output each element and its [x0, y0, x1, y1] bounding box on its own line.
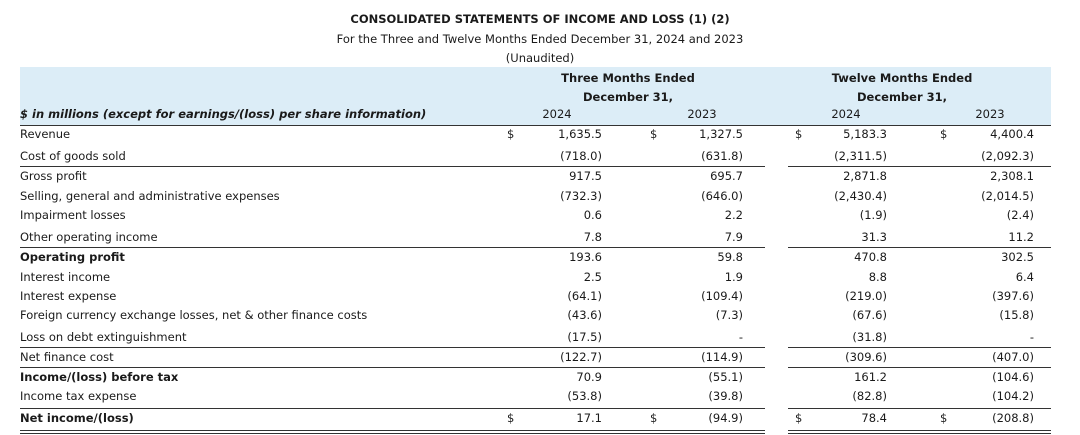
row-label: Gross profit: [20, 169, 87, 183]
cell-q4-2024: (53.8): [567, 389, 602, 403]
cell-q4-2023: 59.8: [717, 250, 743, 264]
cell-fy-2024: 2,871.8: [843, 169, 887, 183]
cell-q4-2023: (114.9): [701, 350, 743, 364]
cell-q4-2024: 2.5: [583, 270, 602, 284]
cell-fy-2024: (2,311.5): [834, 149, 887, 163]
table-rule: [788, 166, 1051, 167]
twelve-months-header-line2: December 31,: [856, 90, 948, 104]
cell-q4-2023: (94.9): [708, 411, 743, 425]
table-row-loss-on-debt-extinguishment: [0, 328, 1080, 348]
table-row-interest-expense: [0, 287, 1080, 307]
table-rule: [20, 247, 765, 248]
cell-q4-2024: 193.6: [569, 250, 602, 264]
cell-fy-2023: (104.6): [992, 370, 1034, 384]
statement-title: CONSOLIDATED STATEMENTS OF INCOME AND LOSS (1) (2): [350, 12, 730, 26]
currency-symbol-q4-2023: $: [650, 127, 658, 141]
cell-fy-2023: 302.5: [1001, 250, 1034, 264]
cell-fy-2024: 161.2: [854, 370, 887, 384]
label-column-header: $ in millions (except for earnings/(loss) per share information): [20, 107, 427, 121]
cell-q4-2024: (718.0): [560, 149, 602, 163]
row-label: Cost of goods sold: [20, 149, 126, 163]
table-row-interest-income: [0, 268, 1080, 288]
cell-fy-2023: (2,092.3): [981, 149, 1034, 163]
row-label: Revenue: [20, 127, 71, 141]
currency-symbol-fy-2023: $: [940, 411, 948, 425]
table-row-foreign-currency-exchange-losses-net-other-finance-costs: [0, 306, 1080, 326]
cell-q4-2024: (122.7): [560, 350, 602, 364]
cell-fy-2023: 6.4: [1015, 270, 1034, 284]
row-label: Other operating income: [20, 230, 158, 244]
cell-q4-2023: 695.7: [710, 169, 743, 183]
table-rule: [20, 367, 765, 368]
cell-q4-2023: (631.8): [701, 149, 743, 163]
cell-fy-2024: (309.6): [845, 350, 887, 364]
cell-fy-2024: 5,183.3: [843, 127, 887, 141]
table-row-net-finance-cost: [0, 348, 1080, 368]
cell-fy-2023: 4,400.4: [990, 127, 1034, 141]
table-row-cost-of-goods-sold: [0, 147, 1080, 167]
row-label: Loss on debt extinguishment: [20, 330, 187, 344]
cell-fy-2023: (2,014.5): [981, 189, 1034, 203]
year-header-fy-2023: 2023: [975, 107, 1005, 121]
cell-q4-2024: 0.6: [583, 208, 602, 222]
table-row-income-loss-before-tax: [0, 368, 1080, 388]
currency-symbol-q4-2024: $: [507, 411, 515, 425]
cell-fy-2023: (104.2): [992, 389, 1034, 403]
table-row-selling-general-and-administrative-expenses: [0, 187, 1080, 207]
cell-fy-2024: 470.8: [854, 250, 887, 264]
table-rule: [20, 430, 765, 431]
cell-q4-2024: 70.9: [576, 370, 602, 384]
row-label: Impairment losses: [20, 208, 126, 222]
table-rule: [20, 433, 765, 434]
table-row-income-tax-expense: [0, 387, 1080, 407]
table-rule: [20, 347, 765, 348]
row-label: Income/(loss) before tax: [20, 370, 179, 384]
table-rule: [788, 430, 1051, 431]
row-label: Income tax expense: [20, 389, 137, 403]
cell-q4-2023: (109.4): [701, 289, 743, 303]
cell-q4-2024: (64.1): [567, 289, 602, 303]
row-label: Interest income: [20, 270, 111, 284]
row-label: Foreign currency exchange losses, net & other finance costs: [20, 308, 368, 322]
cell-q4-2024: (43.6): [567, 308, 602, 322]
cell-fy-2023: 2,308.1: [990, 169, 1034, 183]
table-rule: [788, 247, 1051, 248]
year-header-q4-2024: 2024: [542, 107, 572, 121]
year-header-q4-2023: 2023: [687, 107, 717, 121]
cell-fy-2024: (219.0): [845, 289, 887, 303]
cell-q4-2023: 2.2: [724, 208, 743, 222]
cell-fy-2024: (2,430.4): [834, 189, 887, 203]
twelve-months-header-line1: Twelve Months Ended: [831, 71, 973, 85]
cell-q4-2023: 1,327.5: [699, 127, 743, 141]
table-rule: [788, 433, 1051, 434]
table-row-revenue: [0, 125, 1080, 145]
cell-fy-2023: (407.0): [992, 350, 1034, 364]
cell-fy-2024: (1.9): [859, 208, 887, 222]
table-rule: [788, 367, 1051, 368]
cell-fy-2023: (208.8): [992, 411, 1034, 425]
twelve-months-header: [752, 69, 1052, 107]
currency-symbol-fy-2023: $: [940, 127, 948, 141]
three-months-header-line1: Three Months Ended: [561, 71, 695, 85]
table-rule: [20, 166, 765, 167]
year-header-fy-2024: 2024: [831, 107, 861, 121]
cell-fy-2023: -: [1029, 330, 1034, 344]
table-row-net-income-loss: [0, 409, 1080, 429]
cell-fy-2024: 78.4: [861, 411, 887, 425]
cell-q4-2023: (646.0): [701, 189, 743, 203]
cell-fy-2023: (397.6): [992, 289, 1034, 303]
currency-symbol-fy-2024: $: [795, 411, 803, 425]
cell-q4-2024: 7.8: [583, 230, 602, 244]
table-rule: [788, 408, 1051, 409]
cell-q4-2023: (55.1): [708, 370, 743, 384]
table-row-impairment-losses: [0, 206, 1080, 226]
cell-q4-2024: (732.3): [560, 189, 602, 203]
cell-q4-2023: 7.9: [724, 230, 743, 244]
cell-q4-2023: -: [738, 330, 743, 344]
cell-q4-2023: 1.9: [724, 270, 743, 284]
cell-q4-2024: 917.5: [569, 169, 602, 183]
row-label: Selling, general and administrative expenses: [20, 189, 280, 203]
cell-q4-2024: 1,635.5: [558, 127, 602, 141]
table-row-operating-profit: [0, 248, 1080, 268]
cell-q4-2023: (7.3): [715, 308, 743, 322]
cell-fy-2024: 31.3: [861, 230, 887, 244]
cell-q4-2024: (17.5): [567, 330, 602, 344]
table-rule: [20, 408, 765, 409]
unaudited-note: (Unaudited): [505, 51, 575, 65]
cell-q4-2024: 17.1: [576, 411, 602, 425]
cell-fy-2023: 11.2: [1008, 230, 1034, 244]
statement-subtitle: For the Three and Twelve Months Ended December 31, 2024 and 2023: [336, 32, 744, 46]
cell-fy-2024: (67.6): [852, 308, 887, 322]
cell-fy-2023: (15.8): [999, 308, 1034, 322]
cell-fy-2024: (31.8): [852, 330, 887, 344]
table-row-other-operating-income: [0, 228, 1080, 248]
row-label: Interest expense: [20, 289, 117, 303]
currency-symbol-fy-2024: $: [795, 127, 803, 141]
cell-fy-2024: (82.8): [852, 389, 887, 403]
currency-symbol-q4-2023: $: [650, 411, 658, 425]
row-label: Net finance cost: [20, 350, 114, 364]
table-row-gross-profit: [0, 167, 1080, 187]
currency-symbol-q4-2024: $: [507, 127, 515, 141]
table-rule: [788, 347, 1051, 348]
row-label: Operating profit: [20, 250, 125, 264]
three-months-header-line2: December 31,: [582, 90, 674, 104]
cell-fy-2024: 8.8: [868, 270, 887, 284]
cell-fy-2023: (2.4): [1006, 208, 1034, 222]
row-label: Net income/(loss): [20, 411, 134, 425]
three-months-header: [478, 69, 778, 107]
cell-q4-2023: (39.8): [708, 389, 743, 403]
